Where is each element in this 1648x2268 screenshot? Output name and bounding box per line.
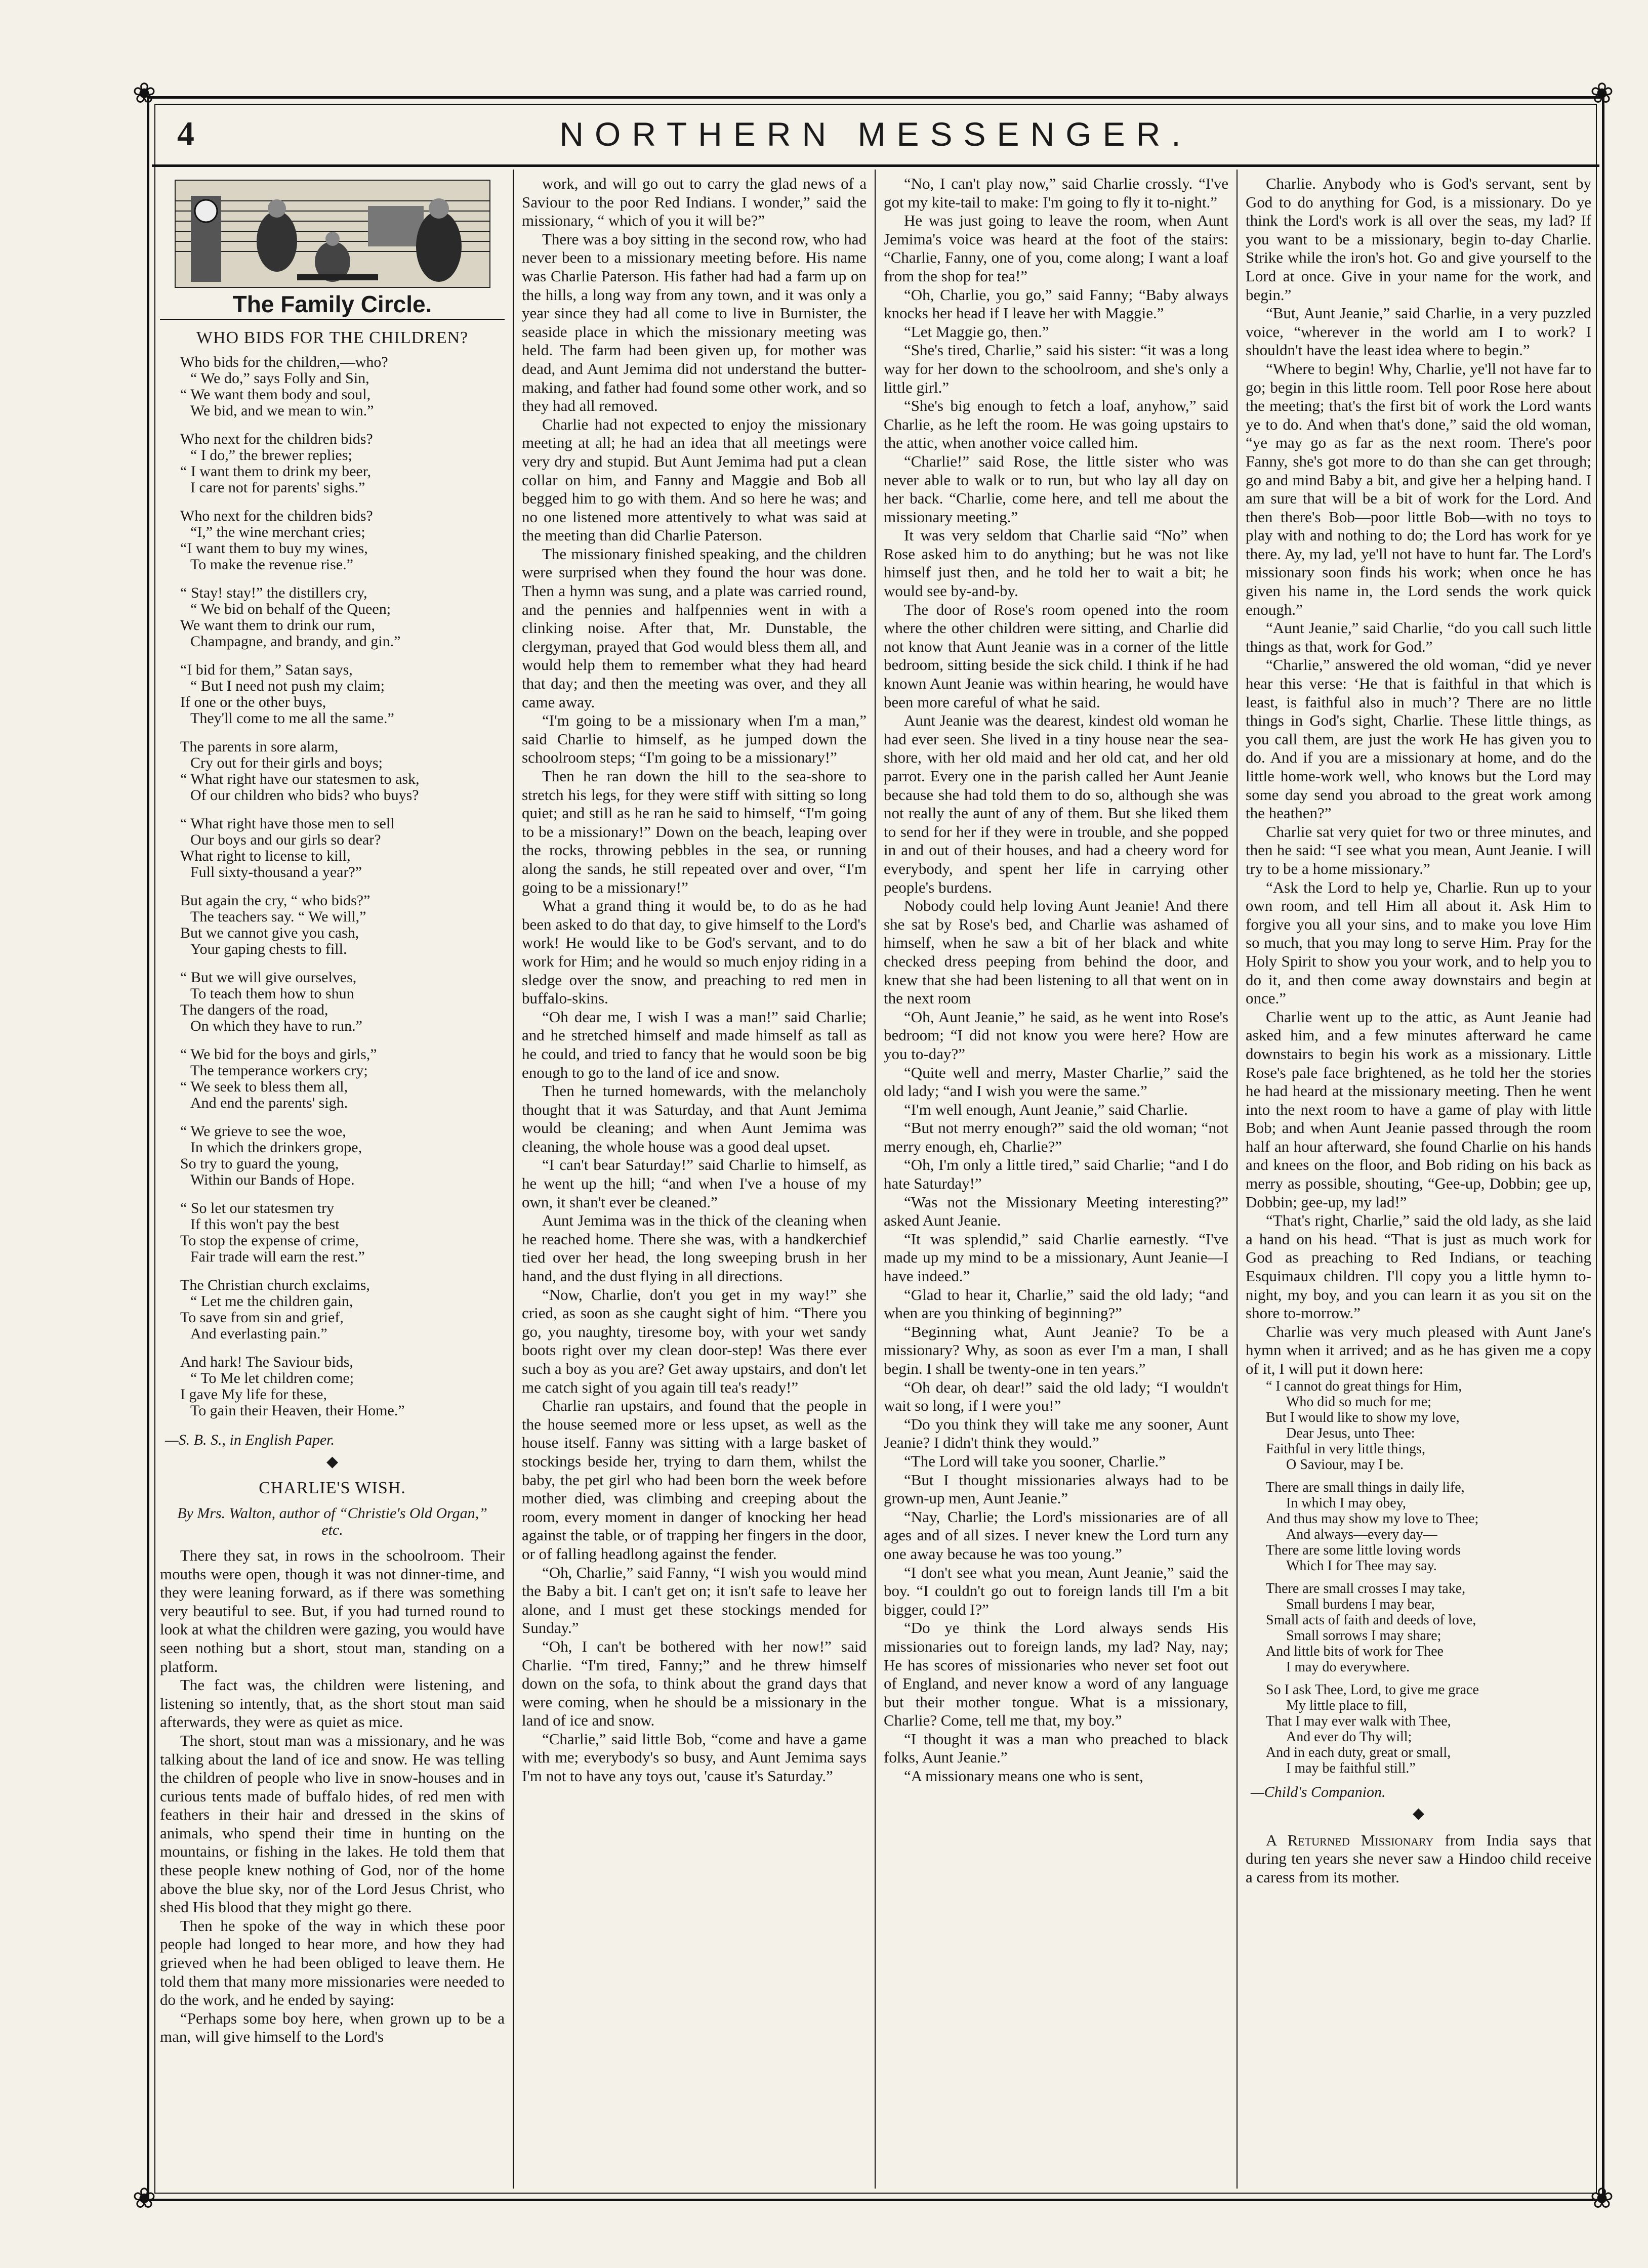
story-paragraph: “Oh, I can't be bothered with her now!” said Charlie. “I'm tired, Fanny;” and he threw himself down on the sofa, to think about the grand days that were coming, when he should be a missionary in the land of ice and snow. (522, 1637, 867, 1730)
story-paragraph: “But not merry enough?” said the old woman; “not merry enough, eh, Charlie?” (884, 1119, 1228, 1155)
poem-line: Full sixty-thousand a year?” (190, 864, 362, 881)
column-1 (152, 170, 514, 2189)
hymn-line: “ I cannot do great things for Him, (1266, 1378, 1462, 1394)
poem-line: They'll come to me all the same.” (190, 710, 394, 727)
poem-line: We bid, and we mean to win.” (190, 402, 374, 419)
poem-line: But again the cry, “ who bids?” (180, 892, 370, 909)
hymn-line: My little place to fill, (1286, 1697, 1407, 1713)
poem-body (160, 354, 505, 1419)
story-paragraph: “I don't see what you mean, Aunt Jeanie,” said the boy. “I couldn't go out to foreign lands till I'm a bit bigger, could I?” (884, 1563, 1228, 1618)
story-paragraph: “I thought it was a man who preached to black folks, Aunt Jeanie.” (884, 1730, 1228, 1767)
poem-line: “ I do,” the brewer replies; (190, 447, 352, 464)
poem-line: I care not for parents' sighs.” (190, 479, 365, 496)
poem-line: Your gaping chests to fill. (190, 941, 347, 958)
poem-line: Who bids for the children,—who? (180, 354, 388, 371)
poem-line: “ What right have our statesmen to ask, (180, 771, 420, 788)
story-paragraph: “Perhaps some boy here, when grown up to be a man, will give himself to the Lord's (160, 2009, 505, 2046)
story-paragraph: “Oh, I'm only a little tired,” said Charlie; “and I do hate Saturday!” (884, 1156, 1228, 1193)
poem-stanza (180, 662, 505, 727)
missionary-note-lead: A Returned Missionary (1266, 1831, 1434, 1849)
story-paragraph: The short, stout man was a missionary, and he was talking about the land of ice and snow. He was telling the children of people who live in snow-houses and in curious tents made of buffalo hides, of red men with feathers in their hair and dressed in the skins of animals, who spend their time in hunting on the mountains, or fishing in the lakes. He told them that these people knew nothing of God, nor of the home above the blue sky, nor of the Lord Jesus Christ, who shed His blood that they might go there. (160, 1731, 505, 1916)
story-text-column-3 (884, 175, 1228, 1786)
ornament-corner-icon: ❀ (127, 76, 162, 111)
poem-line: “ Stay! stay!” the distillers cry, (180, 584, 367, 602)
poem-line: Within our Bands of Hope. (190, 1171, 355, 1189)
story-paragraph: “Now, Charlie, don't you get in my way!” she cried, as soon as she caught sight of him. “There you go, you naughty, tiresome boy, with your wet sandy boots right over my clean door-step! Was there ever such a boy as you are? Get away upstairs, and don't let me catch sight of you again till tea's ready!” (522, 1285, 867, 1396)
poem-line: Of our children who bids? who buys? (190, 787, 419, 804)
divider-ornament: ◆ (1412, 1805, 1425, 1822)
story-paragraph: He was just going to leave the room, when Aunt Jemima's voice was heard at the foot of the stairs: “Charlie, Fanny, one of you, come along; I want a loaf from the shop for tea!” (884, 212, 1228, 285)
poem-line: Our boys and our girls so dear? (190, 831, 381, 849)
story-paragraph: What a grand thing it would be, to do as he had been asked to do that day, to give himself to the Lord's work! He would like to be God's servant, and to do work for Him; and he would so much enjoy riding in a sledge over the snow, and preaching to red men in buffalo-skins. (522, 897, 867, 1007)
poem-line: “ To Me let children come; (190, 1370, 354, 1387)
family-scene-illustration (175, 180, 490, 288)
story-title: CHARLIE'S WISH. (259, 1479, 406, 1498)
article-columns (152, 170, 1599, 2194)
story-paragraph: Then he spoke of the way in which these poor people had longed to hear more, and how they had grieved when he had been obliged to leave them. He told them that many more missionaries were needed to do the work, and he ended by saying: (160, 1916, 505, 2009)
story-paragraph: The fact was, the children were listening, and listening so intently, that, as the short stout man said afterwards, they were as quiet as mice. (160, 1676, 505, 1731)
story-paragraph: work, and will go out to carry the glad news of a Saviour to the poor Red Indians. I wonder,” said the missionary, “ which of you it will be?” (522, 175, 867, 230)
story-paragraph: “I'm going to be a missionary when I'm a man,” said Charlie to himself, as he jumped down the schoolroom steps; “I'm going to be a missionary!” (522, 711, 867, 767)
hymn-stanza (1266, 1378, 1591, 1473)
story-text-column-1 (160, 1546, 505, 2046)
poem-line: Champagne, and brandy, and gin.” (190, 633, 401, 650)
poem-stanza (180, 1200, 505, 1265)
story-paragraph: “But I thought missionaries always had to be grown-up men, Aunt Jeanie.” (884, 1471, 1228, 1507)
poem-line: So try to guard the young, (180, 1155, 339, 1172)
poem-line: To gain their Heaven, their Home.” (190, 1402, 405, 1419)
poem-line: “I bid for them,” Satan says, (180, 661, 353, 679)
hymn-line: In which I may obey, (1286, 1495, 1406, 1511)
story-paragraph: “Let Maggie go, then.” (904, 322, 1049, 341)
poem-line: We want them to drink our rum, (180, 617, 376, 634)
story-paragraph: The missionary finished speaking, and the children were surprised when they found the hour was done. Then a hymn was sung, and a plate was carried round, and the pennies and halfpennies went in with a clinking noise. After that, Mr. Dunstable, the clergyman, prayed that God would bless them all, and would help them to remember what they had heard that day; and then the meeting was over, and they all came away. (522, 544, 867, 711)
story-paragraph: “She's big enough to fetch a loaf, anyhow,” said Charlie, as he left the room. He was going upstairs to the attic, when another voice called him. (884, 397, 1228, 452)
hymn-line: Who did so much for me; (1286, 1394, 1431, 1410)
column-4 (1238, 170, 1599, 2189)
hymn-line: There are some little loving words (1266, 1542, 1461, 1558)
story-paragraph: “Oh, Charlie,” said Fanny, “I wish you would mind the Baby a bit. I can't get on; it isn't safe to leave her alone, and I must get these stockings mended for Sunday.” (522, 1563, 867, 1637)
missionary-note-text: from India says that during ten years she never saw a Hindoo child receive a caress from its mother. (1246, 1831, 1591, 1886)
poem-line: The temperance workers cry; (190, 1062, 368, 1079)
poem-stanza (180, 816, 505, 880)
story-paragraph: “Glad to hear it, Charlie,” said the old lady; “and when are you thinking of beginning?” (884, 1285, 1228, 1322)
story-paragraph: “I can't bear Saturday!” said Charlie to himself, as he went up the hill; “and when I've a house of my own, it shan't ever be cleaned.” (522, 1156, 867, 1211)
newspaper-title: NORTHERN MESSENGER. (559, 115, 1192, 153)
poem-line: Who next for the children bids? (180, 431, 373, 448)
hymn-line: Small acts of faith and deeds of love, (1266, 1612, 1476, 1628)
poem-line: “ But we will give ourselves, (180, 969, 357, 986)
hymn-line: Small burdens I may bear, (1286, 1596, 1435, 1612)
poem-line: Fair trade will earn the rest.” (190, 1248, 365, 1266)
poem-stanza (180, 1277, 505, 1342)
hymn-attribution: —Child's Companion. (1251, 1783, 1386, 1800)
story-paragraph: “Oh, Charlie, you go,” said Fanny; “Baby always knocks her head if I leave her with Maggie.” (884, 285, 1228, 322)
poem-line: “ Let me the children gain, (190, 1293, 353, 1310)
story-paragraph: “It was splendid,” said Charlie earnestly. “I've made up my mind to be a missionary, Aunt Jeanie—I have indeed.” (884, 1230, 1228, 1285)
hymn-line: And ever do Thy will; (1286, 1729, 1412, 1745)
story-paragraph: “Oh dear me, I wish I was a man!” said Charlie; and he stretched himself and made himself as tall as he could, and tried to fancy that he would soon be big enough to go to the land of ice and snow. (522, 1007, 867, 1081)
story-paragraph: Aunt Jeanie was the dearest, kindest old woman he had ever seen. She lived in a tiny house near the sea-shore, with her old maid and her old cat, and her old parrot. Every one in the parish called her Aunt Jeanie because she had told them to do so, although she was not really the aunt of any of them. But she liked them to send for her if they were in trouble, and she popped in and out of their houses, and had a cheery word for everybody, and spent her life in carrying other people's burdens. (884, 711, 1228, 896)
poem-stanza (180, 1354, 505, 1419)
hymn-line: That I may ever walk with Thee, (1266, 1713, 1451, 1729)
hymn-body (1246, 1378, 1591, 1776)
hymn-line: I may be faithful still.” (1286, 1760, 1416, 1776)
masthead (152, 104, 1599, 167)
poem-line: The teachers say. “ We will,” (190, 908, 366, 926)
poem-stanza (180, 970, 505, 1034)
hymn-line: And in each duty, great or small, (1266, 1744, 1451, 1760)
poem-stanza (180, 1123, 505, 1188)
poem-line: And hark! The Saviour bids, (180, 1354, 353, 1371)
story-paragraph: There they sat, in rows in the schoolroom. Their mouths were open, though it was not dinner-time, and they were leaning forward, as if there was something very beautiful to see. But, if you had turned round to look at what the children were gazing, you would have seen nothing but a short, stout man, standing on a platform. (160, 1546, 505, 1675)
poem-line: If one or the other buys, (180, 694, 326, 711)
poem-line: “ I want them to drink my beer, (180, 463, 372, 480)
poem-stanza (180, 1046, 505, 1111)
poem-line: “ But I need not push my claim; (190, 678, 385, 695)
poem-line: “I want them to buy my wines, (180, 540, 368, 557)
poem-line: “ So let our statesmen try (180, 1200, 335, 1217)
hymn-line: And little bits of work for Thee (1266, 1643, 1444, 1659)
poem-line: And everlasting pain.” (190, 1325, 327, 1342)
poem-line: I gave My life for these, (180, 1386, 327, 1403)
poem-line: And end the parents' sigh. (190, 1095, 348, 1112)
story-paragraph: “She's tired, Charlie,” said his sister: “it was a long way for her down to the schoolroom, and she's only a little girl.” (884, 341, 1228, 396)
hymn-line: Which I for Thee may say. (1286, 1558, 1437, 1574)
hymn-line: I may do everywhere. (1286, 1659, 1410, 1675)
story-paragraph: “Quite well and merry, Master Charlie,” said the old lady; “and I wish you were the same.” (884, 1063, 1228, 1100)
poem-line: Cry out for their girls and boys; (190, 754, 383, 772)
hymn-line: Faithful in very little things, (1266, 1441, 1425, 1457)
story-paragraph: “Ask the Lord to help ye, Charlie. Run up to your own room, and tell Him all about it. Ask Him to forgive you all your sins, and to make you love Him so much, that you may long to serve Him. Pray for the Holy Spirit to show you your work, and to help you to do it, and then come away downstairs and begin at once.” (1246, 878, 1591, 1007)
hymn-line: So I ask Thee, Lord, to give me grace (1266, 1682, 1479, 1698)
poem-line: To save from sin and grief, (180, 1309, 344, 1326)
story-text-column-4 (1246, 175, 1591, 1378)
poem-line: To make the revenue rise.” (190, 556, 353, 573)
story-paragraph: Charlie. Anybody who is God's servant, sent by God to do anything for God, is a missionary. Do ye think the Lord's work is all over the seas, my lad? If you want to be a missionary, begin to-day Charlie. Strike while the iron's hot. Go and give yourself to the Lord at once. Give in your name for the work, and begin.” (1246, 175, 1591, 304)
poem-line: “ We bid on behalf of the Queen; (190, 601, 391, 618)
story-paragraph: The door of Rose's room opened into the room where the other children were sitting, and Charlie did not know that Aunt Jeanie was in a corner of the little bedroom, sitting beside the sick child. I think if he had known Aunt Jeanie was within hearing, he would have been more careful of what he said. (884, 600, 1228, 711)
story-paragraph: Nobody could help loving Aunt Jeanie! And there she sat by Rose's bed, and Charlie was ashamed of himself, when he saw a bit of her black and white checked dress peeping from behind the door, and knew that she had been listening to all that went on in the next room (884, 897, 1228, 1007)
hymn-stanza (1266, 1682, 1591, 1776)
story-paragraph: “I'm well enough, Aunt Jeanie,” said Charlie. (904, 1100, 1188, 1118)
story-paragraph: “Charlie,” said little Bob, “come and have a game with me; everybody's so busy, and Aunt Jemima says I'm not to have any toys out, 'cause it's Saturday.” (522, 1730, 867, 1785)
poem-line: To teach them how to shun (190, 985, 354, 1002)
poem-line: But we cannot give you cash, (180, 925, 359, 942)
poem-line: The Christian church exclaims, (180, 1277, 370, 1294)
story-paragraph: “Aunt Jeanie,” said Charlie, “do you call such little things as that, work for God.” (1246, 619, 1591, 655)
story-paragraph: “Charlie,” answered the old woman, “did ye never hear this verse: ‘He that is faithful in that which is least, is faithful also in much’? There are no little things in God's sight, Charlie. These little things, as you call them, are just the work He has given you to do. And if you are a missionary at home, and do the little home-work well, who knows but the Lord may some day send you abroad to the great work among the heathen?” (1246, 656, 1591, 822)
missionary-note (1246, 1831, 1591, 1887)
hymn-line: Small sorrows I may share; (1286, 1627, 1441, 1644)
poem-line: “I,” the wine merchant cries; (190, 524, 365, 541)
story-paragraph: “Beginning what, Aunt Jeanie? To be a missionary? Why, as soon as ever I'm a man, I shall begin. I shall be twenty-one in ten years.” (884, 1322, 1228, 1377)
ornament-corner-icon: ❀ (127, 2181, 162, 2216)
poem-line: “ We grieve to see the woe, (180, 1123, 346, 1140)
hymn-line: And thus may show my love to Thee; (1266, 1510, 1479, 1527)
hymn-line: There are small crosses I may take, (1266, 1580, 1466, 1597)
story-paragraph: Aunt Jemima was in the thick of the cleaning when he reached home. There she was, with a handkerchief tied over her head, the long sweeping brush in her hand, and the dust flying in all directions. (522, 1211, 867, 1285)
story-paragraph: “Charlie!” said Rose, the little sister who was never able to walk or to run, but who lay all day on her back. “Charlie, come here, and tell me about the missionary meeting.” (884, 452, 1228, 526)
poem-line: “ We want them body and soul, (180, 386, 371, 403)
hymn-line: There are small things in daily life, (1266, 1479, 1465, 1495)
story-paragraph: “That's right, Charlie,” said the old lady, as she laid a hand on his head. “That is just as much work for God as preaching to Red Indians, or teaching Esquimaux children. I'll copy you a little hymn to-night, my boy, and you can learn it as you sit on the shore to-morrow.” (1246, 1211, 1591, 1322)
poem-line: The dangers of the road, (180, 1001, 328, 1019)
story-paragraph: Charlie sat very quiet for two or three minutes, and then he said: “I see what you mean, Aunt Jeanie. I will try to be a home missionary.” (1246, 822, 1591, 877)
divider-ornament: ◆ (326, 1453, 339, 1470)
poem-stanza (180, 585, 505, 650)
story-paragraph: Charlie had not expected to enjoy the missionary meeting at all; he had an idea that all meetings were very dry and stupid. But Aunt Jemima had put a clean collar on him, and Fanny and Maggie and Bob all begged him to go with them. And so here he was; and no one listened more attentively to what was said at the meeting than did Charlie Paterson. (522, 415, 867, 544)
poem-line: On which they have to run.” (190, 1018, 362, 1035)
story-paragraph: “Where to begin! Why, Charlie, ye'll not have far to go; begin in this little room. Tell poor Rose here about the meeting; that's the first bit of work the Lord wants ye to do. And when that's done,” said the old woman, “ye may go as far as the next room. There's poor Fanny, she's got more to do than she can get through; go and mind Baby a bit, and give her a helping hand. I am sure that will be a bit of work for the Lord. And then there's Bob—poor little Bob—with no toys to play with and nothing to do; the Lord has work for ye there. Ay, my lad, ye'll not have to hunt far. The Lord's missionary soon finds his work; when once he has given his name in, the Lord sends the work quick enough.” (1246, 359, 1591, 618)
story-paragraph: “Do you think they will take me any sooner, Aunt Jeanie? I didn't think they would.” (884, 1415, 1228, 1452)
story-paragraph: Charlie went up to the attic, as Aunt Jeanie had asked him, and a few minutes afterward he came downstairs to begin his work as a missionary. Little Rose's pale face brightened, as he told her the stories he had heard at the missionary meeting. Then he went into the next room to have a game of play with little Bob; and when Aunt Jeanie passed through the room half an hour afterward, she found Charlie on his hands and knees on the floor, and Bob riding on his back as merry as possible, shouting, “Gee-up, Dobbin; gee up, Dobbin; gee-up, my lad!” (1246, 1007, 1591, 1211)
hymn-line: O Saviour, may I be. (1286, 1456, 1404, 1473)
poem-stanza (180, 431, 505, 496)
poem-line: Who next for the children bids? (180, 508, 373, 525)
story-paragraph: “Oh, Aunt Jeanie,” he said, as he went into Rose's bedroom; “I did not know you were here? How are you to-day?” (884, 1007, 1228, 1063)
page-number: 4 (177, 114, 194, 153)
poem-line: “ What right have those men to sell (180, 815, 395, 832)
hymn-line: But I would like to show my love, (1266, 1409, 1460, 1425)
poem-line: “ We do,” says Folly and Sin, (190, 370, 369, 387)
story-text-column-2 (522, 175, 867, 1786)
story-paragraph: “The Lord will take you sooner, Charlie.” (904, 1452, 1166, 1470)
ornament-corner-icon: ❀ (1584, 76, 1620, 111)
story-paragraph: “Oh dear, oh dear!” said the old lady; “I wouldn't wait so long, if I were you!” (884, 1378, 1228, 1415)
poem-stanza (180, 354, 505, 419)
poem-attribution: —S. B. S., in English Paper. (165, 1432, 335, 1449)
hymn-line: Dear Jesus, unto Thee: (1286, 1425, 1415, 1441)
poem-stanza (180, 739, 505, 804)
column-3 (876, 170, 1238, 2189)
poem-line: If this won't pay the best (190, 1216, 340, 1233)
hymn-stanza (1266, 1480, 1591, 1574)
ornament-corner-icon: ❀ (1584, 2181, 1620, 2216)
story-paragraph: Charlie was very much pleased with Aunt Jane's hymn when it arrived; and as he has given me a copy of it, I will put it down here: (1246, 1322, 1591, 1377)
poem-line: In which the drinkers grope, (190, 1139, 362, 1156)
column-2 (514, 170, 876, 2189)
poem-line: To stop the expense of crime, (180, 1232, 359, 1249)
poem-line: The parents in sore alarm, (180, 738, 339, 755)
poem-line: “ We bid for the boys and girls,” (180, 1046, 377, 1063)
poem-line: What right to license to kill, (180, 848, 351, 865)
poem-stanza (180, 508, 505, 573)
story-paragraph: “Do ye think the Lord always sends His missionaries out to foreign lands, my lad? Nay, nay; He has scores of missionaries who never set foot out of England, and never know a word of any language but their mother tongue. What is a missionary, Charlie? Come, tell me that, my boy.” (884, 1619, 1228, 1730)
poem-line: “ We seek to bless them all, (180, 1078, 348, 1096)
poem-stanza (180, 893, 505, 957)
story-paragraph: It was very seldom that Charlie said “No” when Rose asked him to do anything; but he was not like himself just then, and he told her to wait a bit; he would see by-and-by. (884, 526, 1228, 600)
story-byline: By Mrs. Walton, author of “Christie's Old Organ,” etc. (177, 1504, 487, 1538)
story-paragraph: There was a boy sitting in the second row, who had never been to a missionary meeting before. His name was Charlie Paterson. His father had had a farm up on the hills, a long way from any town, and it was only a year since they had all come to live in Burnister, the seaside place in which the missionary meeting was held. The farm had been given up, for mother was dead, and Aunt Jemima did not understand the butter-making, and father had found some other work, and so they had all removed. (522, 230, 867, 415)
hymn-line: And always—every day— (1286, 1526, 1437, 1542)
story-paragraph: “No, I can't play now,” said Charlie crossly. “I've got my kite-tail to make: I'm going to fly it to-night.” (884, 175, 1228, 211)
hymn-stanza (1266, 1581, 1591, 1675)
section-heading: The Family Circle. (160, 295, 505, 320)
story-paragraph: “But, Aunt Jeanie,” said Charlie, in a very puzzled voice, “wherever in the world am I to work? I shouldn't have the least idea where to begin.” (1246, 304, 1591, 359)
story-paragraph: “Was not the Missionary Meeting interesting?” asked Aunt Jeanie. (884, 1193, 1228, 1230)
story-paragraph: “Nay, Charlie; the Lord's missionaries are of all ages and of all sizes. I never knew the Lord turn any one away because he was too young.” (884, 1507, 1228, 1563)
story-paragraph: Charlie ran upstairs, and found that the people in the house seemed more or less upset, as well as the house itself. Fanny was sitting with a large basket of stockings beside her, trying to darn them, whilst the baby, the pet girl who had been born the week before mother died, was climbing and creeping about the room, every moment in danger of knocking her head against the table, or of trapping her fingers in the door, or of falling headlong against the fender. (522, 1397, 867, 1563)
story-paragraph: Then he turned homewards, with the melancholy thought that it was Saturday, and that Aunt Jemima would be cleaning; and when Aunt Jemima was cleaning, the whole house was a good deal upset. (522, 1082, 867, 1155)
story-paragraph: “A missionary means one who is sent, (904, 1767, 1143, 1785)
poem-title: WHO BIDS FOR THE CHILDREN? (196, 328, 469, 347)
story-paragraph: Then he ran down the hill to the sea-shore to stretch his legs, for they were stiff with sitting so long quiet; and still as he ran he said to himself, “I'm going to be a missionary!” Down on the beach, leaping over the rocks, throwing pebbles in the sea, or running along the sands, he still repeated over and over, “I'm going to be a missionary!” (522, 767, 867, 896)
